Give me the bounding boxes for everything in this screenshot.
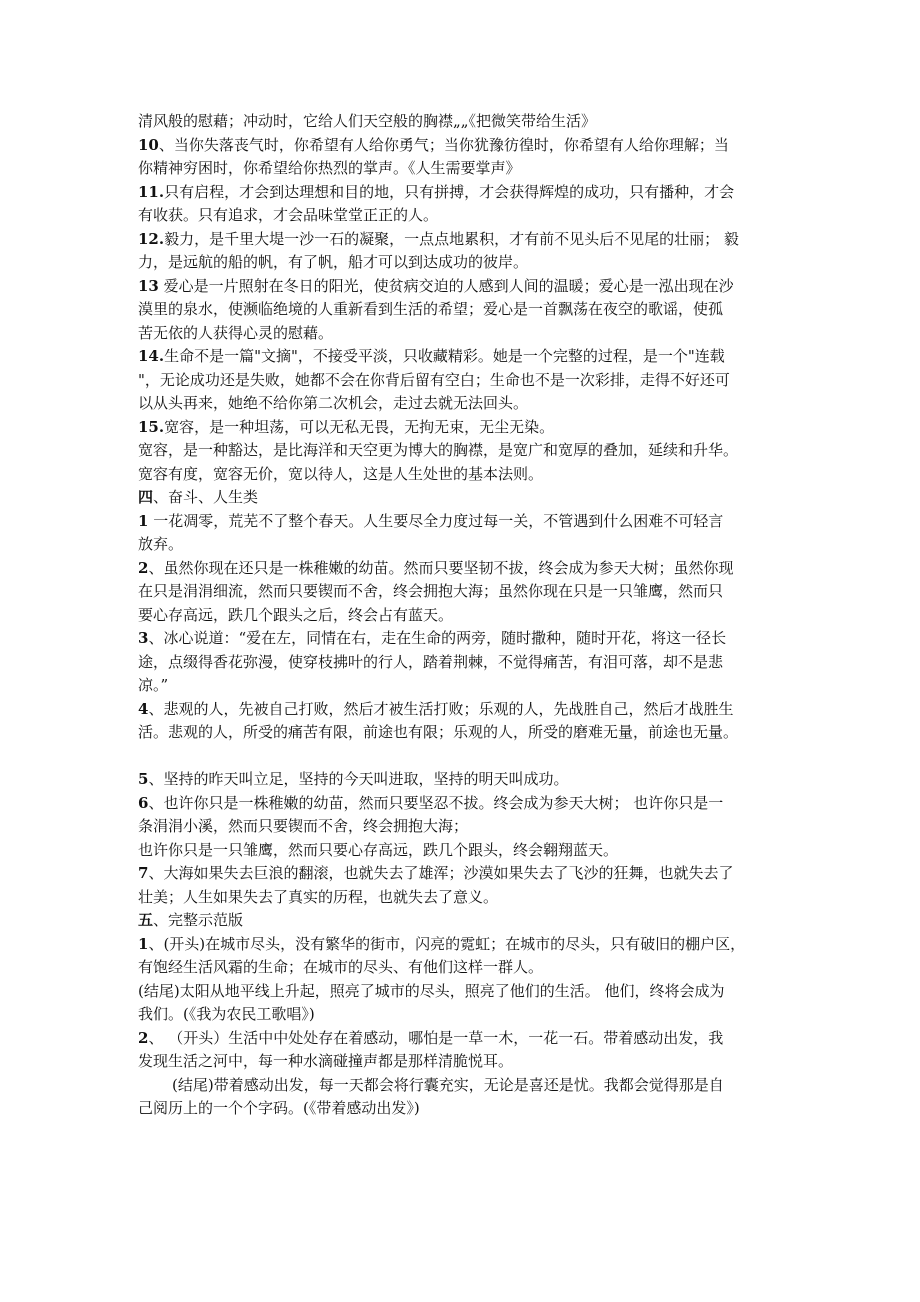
text-line <box>138 251 786 275</box>
text-line <box>138 862 786 886</box>
line-text: 苦无依的人获得心灵的慰藉。 <box>138 323 334 342</box>
line-text: 、当你失落丧气时，你希望有人给你勇气；当你犹豫彷徨时，你希望有人给你理解；当 <box>158 135 729 154</box>
item-number: 1 <box>138 511 149 530</box>
line-text: 、虽然你现在还只是一株稚嫩的幼苗。然而只要坚韧不拔，终会成为参天大树；虽然你现 <box>148 558 734 577</box>
item-number: 2 <box>138 1028 149 1047</box>
text-line <box>138 721 786 745</box>
text-line <box>138 110 786 134</box>
text-line <box>138 392 786 416</box>
text-line <box>138 1003 786 1027</box>
text-line <box>138 298 786 322</box>
item-number: 五 <box>138 911 154 929</box>
line-text: 也许你只是一只雏鹰，然而只要心存高远，跌几个跟头，终会翱翔蓝天。 <box>138 840 619 859</box>
item-number: 10 <box>138 135 159 154</box>
text-line <box>138 157 786 181</box>
line-text: 有饱经生活风霜的生命；在城市的尽头、有他们这样一群人。 <box>138 958 544 976</box>
line-text: (结尾)太阳从地平线上升起，照亮了城市的尽头，照亮了他们的生活。 他们，终将会成为 <box>138 981 725 1000</box>
line-text: 毅力，是千里大堤一沙一石的凝聚，一点点地累积，才有前不见头后不见尾的壮丽； 毅 <box>164 229 739 248</box>
text-line <box>138 181 786 205</box>
item-number: 11. <box>138 182 165 201</box>
line-text: 以从头再来，她绝不给你第二次机会，走过去就无法回头。 <box>138 394 529 412</box>
item-number: 15. <box>138 417 165 436</box>
line-text: 力，是远航的船的帆，有了帆，船才可以到达成功的彼岸。 <box>138 253 529 271</box>
text-line <box>138 815 786 839</box>
text-line <box>138 839 786 863</box>
line-text: 、也许你只是一株稚嫩的幼苗，然而只要坚忍不拔。终会成为参天大树； 也许你只是一 <box>148 793 724 812</box>
line-text: 、冰心说道：“爱在左，同情在右，走在生命的两旁，随时撒种，随时开花，将这一径长 <box>148 629 727 647</box>
text-line <box>138 322 786 346</box>
text-line <box>138 933 786 957</box>
line-text: 在只是涓涓细流，然而只要锲而不舍，终会拥抱大海；虽然你现在只是一只雏鹰，然而只 <box>138 582 724 600</box>
line-text: 只有启程，才会到达理想和目的地，只有拼搏，才会获得辉煌的成功，只有播种，才会 <box>164 182 735 201</box>
line-text: 发现生活之河中，每一种水滴碰撞声都是那样清脆悦耳。 <box>138 1052 514 1070</box>
text-line <box>138 463 786 487</box>
line-text: 一花凋零，荒芜不了整个春天。人生要尽全力度过每一关，不管遇到什么困难不可轻言 <box>148 511 724 530</box>
line-text: 、(开头)在城市尽头，没有繁华的街市，闪亮的霓虹；在城市的尽头，只有破旧的棚户区， <box>148 934 746 953</box>
item-number: 13 <box>138 276 159 295</box>
line-text: 宽容有度，宽容无价，宽以待人，这是人生处世的基本法则。 <box>138 464 544 483</box>
text-line <box>138 228 786 252</box>
text-line <box>138 204 786 228</box>
line-text: 漠里的泉水，使濒临绝境的人重新看到生活的希望；爱心是一首飘荡在夜空的歌谣，使孤 <box>138 300 724 318</box>
line-text: 凉。” <box>138 676 169 694</box>
line-text: 有收获。只有追求，才会品味堂堂正正的人。 <box>138 206 439 224</box>
line-text: 放弃。 <box>138 535 184 553</box>
text-line <box>138 1050 786 1074</box>
line-text: 、 （开头）生活中中处处存在着感动，哪怕是一草一木，一花一石。带着感动出发，我 <box>148 1028 724 1047</box>
line-text: 要心存高远，跌几个跟头之后，终会占有蓝天。 <box>138 605 454 624</box>
text-line <box>138 792 786 816</box>
text-line <box>138 627 786 651</box>
text-line <box>138 886 786 910</box>
text-line <box>138 674 786 698</box>
text-line <box>138 698 786 722</box>
text-line <box>138 580 786 604</box>
item-number: 4 <box>138 699 149 718</box>
line-text: (结尾)带着感动出发，每一天都会将行囊充实，无论是喜还是忧。我都会觉得那是自 <box>172 1075 724 1094</box>
item-number: 14. <box>138 347 165 365</box>
text-line <box>138 275 786 299</box>
text-line <box>138 1074 786 1098</box>
text-line <box>138 1097 786 1121</box>
item-number: 12. <box>138 229 165 248</box>
text-line <box>138 345 786 369</box>
item-number: 2 <box>138 558 149 577</box>
item-number: 四 <box>138 488 154 506</box>
line-text: 清风般的慰藉；冲动时，它给人们天空般的胸襟„„《把微笑带给生活》 <box>138 112 597 130</box>
line-text: 、悲观的人，先被自己打败，然后才被生活打败；乐观的人，先战胜自己，然后才战胜生 <box>148 699 734 718</box>
text-line <box>138 1027 786 1051</box>
text-line <box>138 439 786 463</box>
line-text: 、奋斗、人生类 <box>153 488 259 506</box>
line-text: 活。悲观的人，所受的痛苦有限，前途也有限；乐观的人，所受的磨难无量，前途也无量。 <box>138 723 739 741</box>
text-line <box>138 909 786 933</box>
line-text: 宽容，是一种豁达，是比海洋和天空更为博大的胸襟，是宽广和宽厚的叠加，延续和升华。 <box>138 441 739 459</box>
text-line <box>138 416 786 440</box>
text-line <box>138 768 786 792</box>
document-body <box>138 110 786 1121</box>
line-text: 爱心是一片照射在冬日的阳光，使贫病交迫的人感到人间的温暖；爱心是一泓出现在沙 <box>158 276 734 295</box>
item-number: 1 <box>138 934 149 953</box>
item-number: 5 <box>138 770 149 788</box>
blank-line <box>138 745 786 769</box>
line-text: 生命不是一篇"文摘"，不接受平淡，只收藏精彩。她是一个完整的过程，是一个"连载 <box>164 347 725 365</box>
line-text: 、大海如果失去巨浪的翻滚，也就失去了雄浑；沙漠如果失去了飞沙的狂舞，也就失去了 <box>148 864 734 882</box>
line-text: 途，点缀得香花弥漫，使穿枝拂叶的行人，踏着荆棘，不觉得痛苦，有泪可落，却不是悲 <box>138 652 724 671</box>
text-line <box>138 956 786 980</box>
text-line <box>138 369 786 393</box>
item-number: 7 <box>138 864 149 882</box>
text-line <box>138 980 786 1004</box>
line-text: 壮美；人生如果失去了真实的历程，也就失去了意义。 <box>138 887 499 906</box>
text-line <box>138 510 786 534</box>
text-line <box>138 651 786 675</box>
line-text: "，无论成功还是失败，她都不会在你背后留有空白；生命也不是一次彩排，走得不好还可 <box>138 370 730 389</box>
text-line <box>138 604 786 628</box>
line-text: 、完整示范版 <box>153 911 244 929</box>
line-text: 宽容，是一种坦荡，可以无私无畏，无拘无束，无尘无染。 <box>164 417 555 436</box>
line-text: 己阅历上的一个个字码。(《带着感动出发》) <box>138 1099 420 1117</box>
text-line <box>138 486 786 510</box>
item-number: 6 <box>138 793 149 812</box>
line-text: 我们。(《我为农民工歌唱》) <box>138 1005 315 1023</box>
text-line <box>138 533 786 557</box>
text-line <box>138 557 786 581</box>
line-text: 、坚持的昨天叫立足，坚持的今天叫进取，坚持的明天叫成功。 <box>148 770 569 788</box>
line-text: 条涓涓小溪，然而只要锲而不舍，终会拥抱大海； <box>138 817 469 835</box>
text-line <box>138 134 786 158</box>
item-number: 3 <box>138 629 149 647</box>
line-text: 你精神穷困时，你希望给你热烈的掌声。《人生需要掌声》 <box>138 159 521 177</box>
